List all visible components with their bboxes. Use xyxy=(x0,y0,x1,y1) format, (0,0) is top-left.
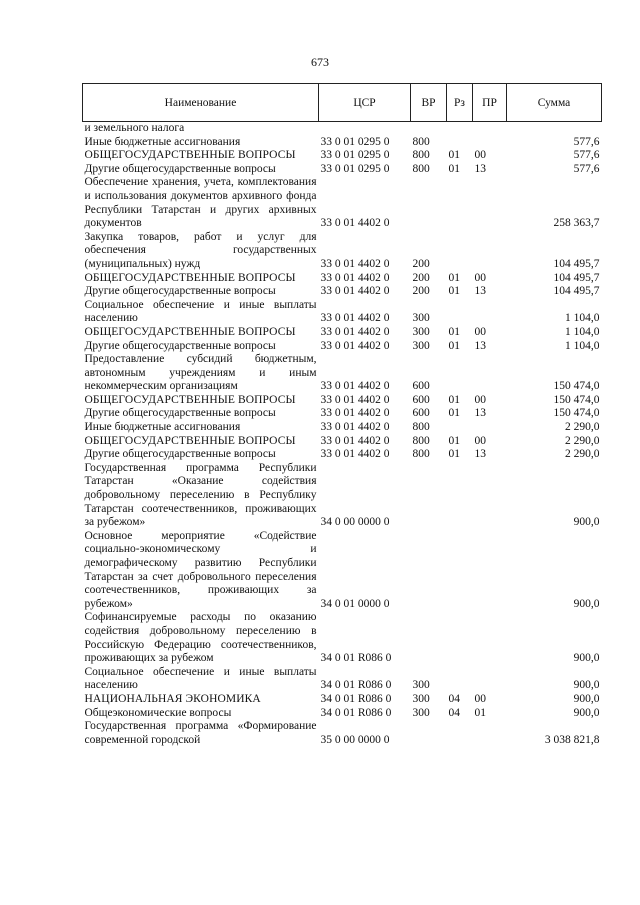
row-rz: 01 xyxy=(448,407,460,420)
row-csr: 34 0 01 R086 0 xyxy=(320,679,392,692)
row-vr: 800 xyxy=(412,162,430,175)
row-vr xyxy=(411,611,447,665)
row-sum: 1 104,0 xyxy=(565,339,600,352)
table-row xyxy=(83,720,602,747)
row-pr: 13 xyxy=(474,162,486,175)
row-sum: 2 290,0 xyxy=(565,421,600,434)
row-name: Государственная программа «Формирование современной городской xyxy=(84,720,317,746)
table-row xyxy=(83,231,602,272)
row-csr: 33 0 01 4402 0 xyxy=(320,312,390,325)
row-pr xyxy=(473,530,507,612)
row-vr: 600 xyxy=(412,393,430,406)
header-csr: ЦСР xyxy=(319,84,411,122)
row-csr: 33 0 01 4402 0 xyxy=(320,325,390,338)
row-pr: 13 xyxy=(474,448,486,461)
row-vr: 300 xyxy=(412,339,430,352)
row-pr: 01 xyxy=(474,706,486,719)
row-name: Другие общегосударственные вопросы xyxy=(84,407,276,420)
row-rz: 04 xyxy=(448,706,460,719)
row-rz xyxy=(447,462,473,530)
row-vr: 800 xyxy=(412,448,430,461)
row-csr: 33 0 01 0295 0 xyxy=(320,149,390,162)
row-sum: 3 038 821,8 xyxy=(544,733,600,746)
row-name: Другие общегосударственные вопросы xyxy=(84,448,276,461)
row-rz xyxy=(447,611,473,665)
row-pr: 00 xyxy=(474,692,486,705)
row-name: Иные бюджетные ассигнования xyxy=(84,421,241,434)
table-row xyxy=(83,136,602,150)
row-rz xyxy=(447,421,473,435)
row-pr: 00 xyxy=(474,325,486,338)
row-name: Софинансируемые расходы по оказанию содействия добровольному переселению в Российскую Федерацию соотечественников, проживающих за рубежом xyxy=(84,611,317,665)
row-pr: 00 xyxy=(474,271,486,284)
row-rz: 01 xyxy=(448,271,460,284)
row-pr xyxy=(473,462,507,530)
row-sum: 900,0 xyxy=(573,516,600,529)
header-rz: Рз xyxy=(447,84,473,122)
row-rz: 01 xyxy=(448,448,460,461)
row-csr: 34 0 01 0000 0 xyxy=(320,597,390,610)
row-vr xyxy=(411,176,447,230)
header-name: Наименование xyxy=(83,84,319,122)
row-name: ОБЩЕГОСУДАРСТВЕННЫЕ ВОПРОСЫ xyxy=(84,434,296,447)
row-rz: 01 xyxy=(448,434,460,447)
row-vr: 300 xyxy=(412,312,430,325)
table-row xyxy=(83,326,602,340)
row-pr xyxy=(473,136,507,150)
row-vr: 300 xyxy=(412,692,430,705)
row-csr: 34 0 01 R086 0 xyxy=(320,706,392,719)
row-vr: 800 xyxy=(412,421,430,434)
header-sum: Сумма xyxy=(507,84,602,122)
row-csr: 33 0 01 4402 0 xyxy=(320,448,390,461)
row-sum: 900,0 xyxy=(573,679,600,692)
row-name: Другие общегосударственные вопросы xyxy=(84,285,276,298)
table-row xyxy=(83,299,602,326)
row-rz: 01 xyxy=(448,162,460,175)
row-csr: 33 0 01 4402 0 xyxy=(320,380,390,393)
row-csr: 33 0 01 0295 0 xyxy=(320,135,390,148)
row-pr xyxy=(473,122,507,136)
row-rz xyxy=(447,231,473,272)
row-sum: 150 474,0 xyxy=(553,393,600,406)
table-row xyxy=(83,611,602,665)
row-sum: 258 363,7 xyxy=(553,217,600,230)
row-name: ОБЩЕГОСУДАРСТВЕННЫЕ ВОПРОСЫ xyxy=(84,393,296,406)
row-vr xyxy=(411,122,447,136)
row-name: Социальное обеспечение и иные выплаты населению xyxy=(84,665,317,692)
row-sum: 577,6 xyxy=(573,149,600,162)
row-vr: 600 xyxy=(412,380,430,393)
row-name: Государственная программа Республики Татарстан «Оказание содействия добровольному переселению в Республику Татарстан соотечественников, проживающих за рубежом» xyxy=(84,461,317,529)
table-row xyxy=(83,122,602,136)
row-pr xyxy=(473,611,507,665)
table-row xyxy=(83,666,602,693)
table-row xyxy=(83,462,602,530)
row-rz xyxy=(447,136,473,150)
table-row xyxy=(83,163,602,177)
row-sum: 577,6 xyxy=(573,162,600,175)
row-pr: 00 xyxy=(474,149,486,162)
table-row xyxy=(83,707,602,721)
row-rz xyxy=(447,720,473,747)
row-pr xyxy=(473,231,507,272)
row-vr: 800 xyxy=(412,434,430,447)
row-name: и земельного налога xyxy=(84,122,185,134)
header-vr: ВР xyxy=(411,84,447,122)
row-csr: 33 0 01 4402 0 xyxy=(320,393,390,406)
row-rz: 01 xyxy=(448,285,460,298)
row-sum: 577,6 xyxy=(573,135,600,148)
row-rz xyxy=(447,176,473,230)
table-row xyxy=(83,353,602,394)
table-row xyxy=(83,407,602,421)
table-row xyxy=(83,285,602,299)
row-vr xyxy=(411,530,447,612)
table-row xyxy=(83,340,602,354)
row-sum: 900,0 xyxy=(573,597,600,610)
row-name: Закупка товаров, работ и услуг для обеспечения государственных (муниципальных) нужд xyxy=(84,230,317,270)
row-name: ОБЩЕГОСУДАРСТВЕННЫЕ ВОПРОСЫ xyxy=(84,149,296,162)
row-rz xyxy=(447,666,473,693)
row-csr: 33 0 01 4402 0 xyxy=(320,421,390,434)
row-rz xyxy=(447,122,473,136)
row-pr: 00 xyxy=(474,434,486,447)
row-sum: 900,0 xyxy=(573,706,600,719)
row-csr: 33 0 01 4402 0 xyxy=(320,271,390,284)
row-rz: 01 xyxy=(448,393,460,406)
row-csr: 33 0 01 4402 0 xyxy=(320,217,390,230)
row-rz: 01 xyxy=(448,149,460,162)
row-sum: 104 495,7 xyxy=(553,271,600,284)
row-vr: 200 xyxy=(412,271,430,284)
row-vr xyxy=(411,462,447,530)
row-csr xyxy=(319,122,411,136)
row-csr: 33 0 01 4402 0 xyxy=(320,285,390,298)
table-row xyxy=(83,435,602,449)
row-sum: 1 104,0 xyxy=(565,312,600,325)
row-rz xyxy=(447,353,473,394)
table-row xyxy=(83,421,602,435)
table-row xyxy=(83,693,602,707)
row-pr: 13 xyxy=(474,407,486,420)
row-csr: 33 0 01 4402 0 xyxy=(320,434,390,447)
row-sum: 2 290,0 xyxy=(565,434,600,447)
row-sum: 900,0 xyxy=(573,652,600,665)
row-sum: 150 474,0 xyxy=(553,380,600,393)
row-sum: 900,0 xyxy=(573,692,600,705)
page-number: 673 xyxy=(311,55,329,69)
row-vr: 300 xyxy=(412,325,430,338)
row-sum xyxy=(507,122,602,136)
row-vr: 200 xyxy=(412,257,430,270)
row-sum: 104 495,7 xyxy=(553,257,600,270)
row-pr xyxy=(473,666,507,693)
row-name: Предоставление субсидий бюджетным, автономным учреждениям и иным некоммерческим организациям xyxy=(84,353,317,393)
row-vr: 300 xyxy=(412,706,430,719)
table-row xyxy=(83,394,602,408)
table-header-row xyxy=(83,84,602,122)
row-pr xyxy=(473,421,507,435)
row-pr: 00 xyxy=(474,393,486,406)
row-name: Общеэкономические вопросы xyxy=(84,706,232,719)
row-pr xyxy=(473,353,507,394)
row-rz: 01 xyxy=(448,339,460,352)
row-sum: 1 104,0 xyxy=(565,325,600,338)
row-vr: 800 xyxy=(412,135,430,148)
row-name: ОБЩЕГОСУДАРСТВЕННЫЕ ВОПРОСЫ xyxy=(84,271,296,284)
row-name: Обеспечение хранения, учета, комплектования и использования документов архивного фонда Республики Татарстан и других архивных документов xyxy=(84,176,317,230)
table-row xyxy=(83,176,602,230)
row-name: ОБЩЕГОСУДАРСТВЕННЫЕ ВОПРОСЫ xyxy=(84,325,296,338)
row-rz: 01 xyxy=(448,325,460,338)
row-name: НАЦИОНАЛЬНАЯ ЭКОНОМИКА xyxy=(84,692,261,705)
row-csr: 35 0 00 0000 0 xyxy=(320,733,390,746)
row-name: Другие общегосударственные вопросы xyxy=(84,162,276,175)
row-vr: 300 xyxy=(412,679,430,692)
row-sum: 104 495,7 xyxy=(553,285,600,298)
row-csr: 33 0 01 0295 0 xyxy=(320,162,390,175)
row-vr: 600 xyxy=(412,407,430,420)
table-row xyxy=(83,448,602,462)
row-csr: 33 0 01 4402 0 xyxy=(320,257,390,270)
table-row xyxy=(83,149,602,163)
row-rz xyxy=(447,299,473,326)
row-vr: 200 xyxy=(412,285,430,298)
row-pr xyxy=(473,720,507,747)
row-name: Социальное обеспечение и иные выплаты населению xyxy=(84,298,317,325)
table-row xyxy=(83,272,602,286)
row-name: Иные бюджетные ассигнования xyxy=(84,135,241,148)
row-csr: 33 0 01 4402 0 xyxy=(320,407,390,420)
row-name: Другие общегосударственные вопросы xyxy=(84,339,276,352)
row-csr: 34 0 01 R086 0 xyxy=(320,652,392,665)
row-pr: 13 xyxy=(474,339,486,352)
row-csr: 34 0 01 R086 0 xyxy=(320,692,392,705)
row-pr: 13 xyxy=(474,285,486,298)
row-pr xyxy=(473,176,507,230)
row-vr xyxy=(411,720,447,747)
row-rz: 04 xyxy=(448,692,460,705)
row-csr: 33 0 01 4402 0 xyxy=(320,339,390,352)
table-row xyxy=(83,530,602,612)
budget-table xyxy=(82,83,602,747)
row-vr: 800 xyxy=(412,149,430,162)
row-rz xyxy=(447,530,473,612)
row-csr: 34 0 00 0000 0 xyxy=(320,516,390,529)
row-name: Основное мероприятие «Содействие социально-экономическому и демографическому развитию Республики Татарстан за счет добровольного переселения соотечественников, проживающих за рубежом» xyxy=(84,529,317,610)
header-pr: ПР xyxy=(473,84,507,122)
row-sum: 150 474,0 xyxy=(553,407,600,420)
row-sum: 2 290,0 xyxy=(565,448,600,461)
row-pr xyxy=(473,299,507,326)
